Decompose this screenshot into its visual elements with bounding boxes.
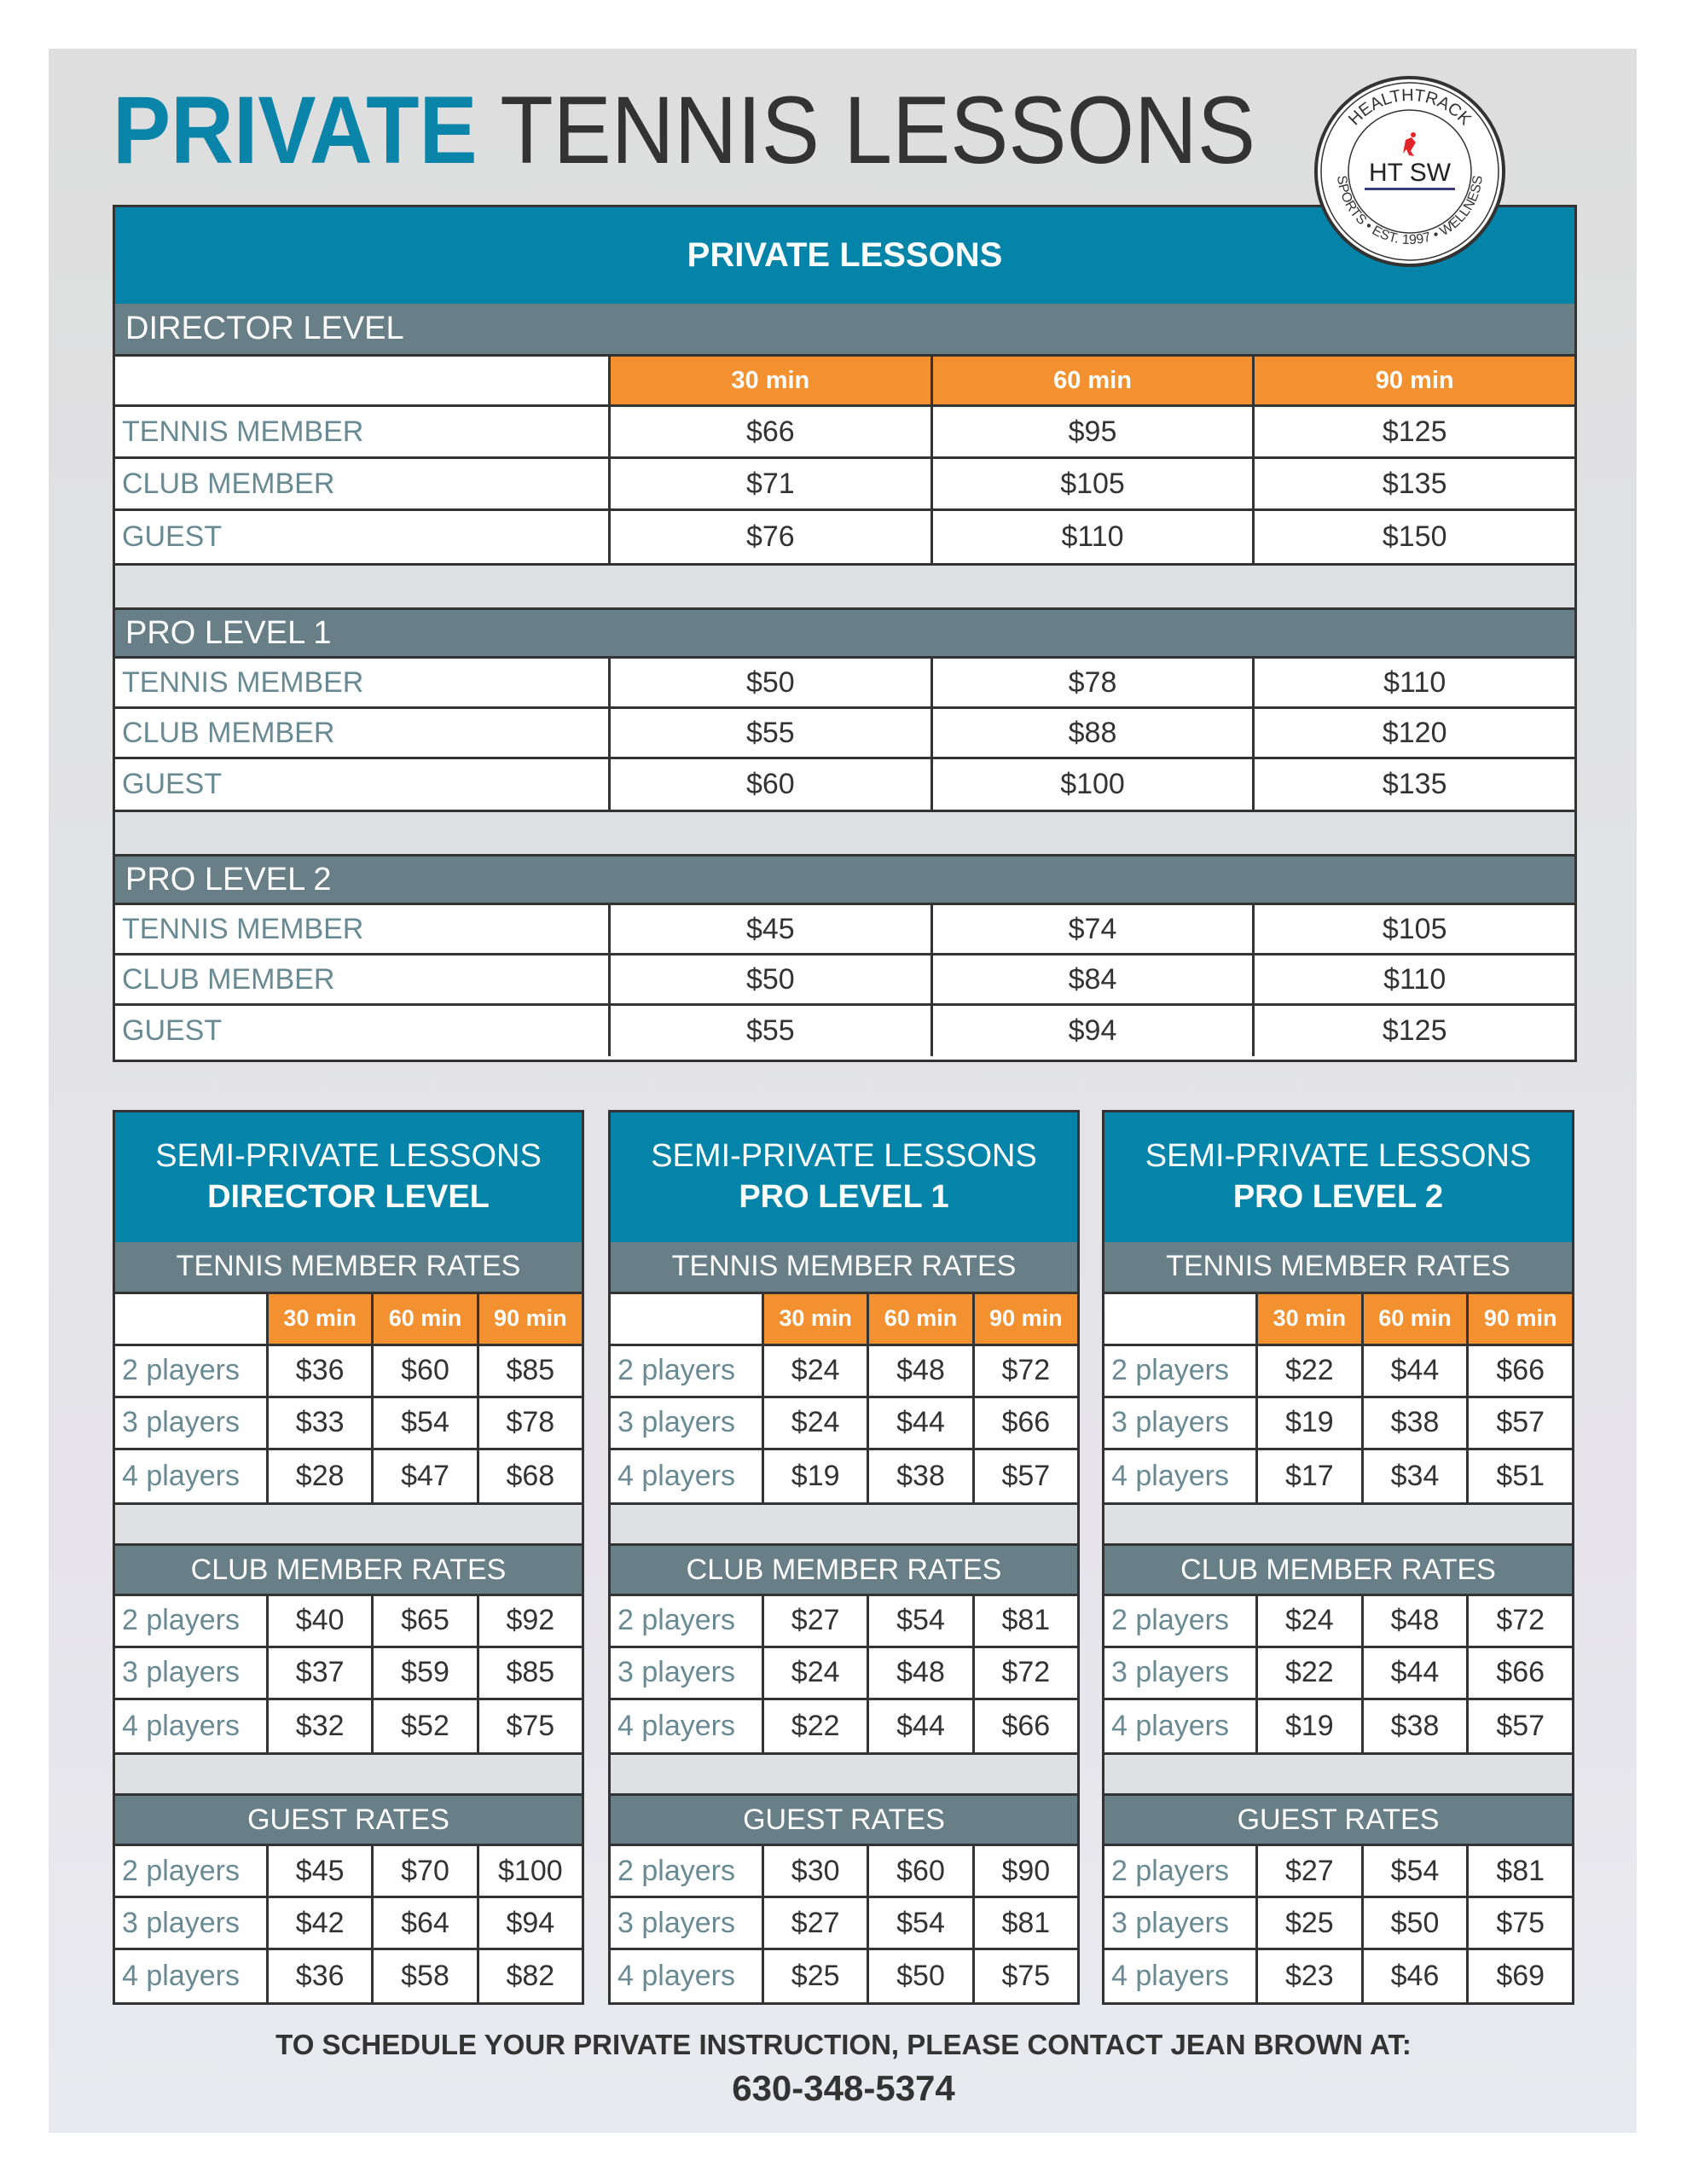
- price-cell: $125: [1252, 407, 1574, 456]
- semi-header-level: PRO LEVEL 1: [739, 1178, 949, 1215]
- row-label: 4 players: [1104, 1950, 1255, 2002]
- spacer: [611, 1502, 1077, 1544]
- row-label: 3 players: [611, 1648, 762, 1698]
- row-label: [1104, 1294, 1255, 1344]
- price-cell: $60: [371, 1346, 476, 1396]
- table-row: [115, 709, 1574, 759]
- price-cell: $57: [1466, 1398, 1572, 1448]
- row-label: 4 players: [115, 1950, 266, 2002]
- price-cell: $110: [1252, 659, 1574, 706]
- price-cell: $78: [477, 1398, 582, 1448]
- svg-text:SPORTS • EST. 1997 • WELLNESS: SPORTS • EST. 1997 • WELLNESS: [1334, 174, 1486, 248]
- spacer: [115, 563, 1574, 607]
- table-row: [115, 1950, 582, 2002]
- row-label: 3 players: [115, 1648, 266, 1698]
- price-cell: $19: [1255, 1700, 1361, 1752]
- price-cell: $24: [762, 1398, 867, 1448]
- row-label: 2 players: [1104, 1596, 1255, 1646]
- rates-bar: CLUB MEMBER RATES: [115, 1543, 582, 1596]
- price-cell: $72: [972, 1346, 1077, 1396]
- price-cell: $54: [867, 1596, 971, 1646]
- table-row: [115, 1846, 582, 1898]
- price-cell: $88: [930, 709, 1253, 757]
- semi-header-title: SEMI-PRIVATE LESSONS: [155, 1138, 542, 1175]
- rates-rows: [115, 1846, 582, 2002]
- rates-bar: GUEST RATES: [1104, 1793, 1572, 1846]
- table-row: [115, 407, 1574, 459]
- row-label: 4 players: [1104, 1450, 1255, 1502]
- price-cell: $36: [266, 1950, 371, 2002]
- price-cell: $25: [1255, 1898, 1361, 1948]
- rates-bar: CLUB MEMBER RATES: [611, 1543, 1077, 1596]
- table-row: [611, 1450, 1077, 1502]
- price-cell: $36: [266, 1346, 371, 1396]
- table-row: [1104, 1398, 1572, 1450]
- price-cell: $44: [867, 1700, 971, 1752]
- row-label: TENNIS MEMBER: [115, 659, 608, 706]
- table-row: [611, 1950, 1077, 2002]
- price-cell: $50: [608, 659, 930, 706]
- duration-header: 30 min: [1255, 1294, 1361, 1344]
- price-cell: $95: [930, 407, 1253, 456]
- row-label: 4 players: [115, 1700, 266, 1752]
- price-cell: $100: [930, 759, 1253, 810]
- price-cell: $66: [608, 407, 930, 456]
- price-cell: $27: [1255, 1846, 1361, 1896]
- price-cell: $57: [1466, 1700, 1572, 1752]
- row-label: 4 players: [1104, 1700, 1255, 1752]
- price-cell: $40: [266, 1596, 371, 1646]
- price-cell: $85: [477, 1648, 582, 1698]
- table-row: [611, 1648, 1077, 1700]
- healthtrack-logo: [1313, 75, 1506, 268]
- row-label: CLUB MEMBER: [115, 459, 608, 508]
- price-cell: $110: [930, 511, 1253, 563]
- price-cell: $135: [1252, 459, 1574, 508]
- rates-rows: [115, 1346, 582, 1502]
- price-cell: $90: [972, 1846, 1077, 1896]
- duration-header: 60 min: [930, 357, 1253, 404]
- spacer: [115, 1502, 582, 1544]
- rates-rows: [611, 1596, 1077, 1752]
- price-cell: $68: [477, 1450, 582, 1502]
- table-row: [115, 1898, 582, 1950]
- price-cell: $50: [867, 1950, 971, 2002]
- row-label: 4 players: [611, 1950, 762, 2002]
- title-rest: TENNIS LESSONS: [477, 77, 1255, 183]
- rates-bar: GUEST RATES: [115, 1793, 582, 1846]
- price-cell: $38: [867, 1450, 971, 1502]
- price-cell: $135: [1252, 759, 1574, 810]
- price-cell: $92: [477, 1596, 582, 1646]
- row-label: 3 players: [115, 1398, 266, 1448]
- table-row: [1104, 1346, 1572, 1398]
- spacer: [1104, 1752, 1572, 1794]
- level-bar: PRO LEVEL 1: [115, 607, 1574, 659]
- price-cell: $25: [762, 1950, 867, 2002]
- table-row: [611, 1346, 1077, 1398]
- row-label: 2 players: [611, 1846, 762, 1896]
- price-cell: $27: [762, 1898, 867, 1948]
- price-cell: $59: [371, 1648, 476, 1698]
- price-cell: $105: [930, 459, 1253, 508]
- level-bar: DIRECTOR LEVEL: [115, 304, 1574, 357]
- rates-rows: [115, 1596, 582, 1752]
- price-cell: $17: [1255, 1450, 1361, 1502]
- row-label: 3 players: [115, 1898, 266, 1948]
- price-cell: $48: [867, 1648, 971, 1698]
- table-row: [611, 1846, 1077, 1898]
- table-row: [115, 1450, 582, 1502]
- semi-header-title: SEMI-PRIVATE LESSONS: [1145, 1138, 1532, 1175]
- rates-rows: [1104, 1596, 1572, 1752]
- price-cell: $81: [972, 1898, 1077, 1948]
- price-cell: $22: [1255, 1346, 1361, 1396]
- price-cell: $110: [1252, 956, 1574, 1003]
- row-label: [115, 357, 608, 404]
- price-cell: $48: [867, 1346, 971, 1396]
- price-cell: $22: [762, 1700, 867, 1752]
- private-lessons-header: PRIVATE LESSONS: [115, 207, 1574, 304]
- price-cell: $64: [371, 1898, 476, 1948]
- price-cell: $44: [1361, 1346, 1467, 1396]
- price-cell: $60: [608, 759, 930, 810]
- rates-rows: [1104, 1846, 1572, 2002]
- row-label: 2 players: [115, 1596, 266, 1646]
- price-cell: $66: [972, 1700, 1077, 1752]
- row-label: 3 players: [611, 1898, 762, 1948]
- price-cell: $94: [930, 1006, 1253, 1056]
- semi-header: [115, 1112, 582, 1242]
- table-row: [115, 1700, 582, 1752]
- contact-text: TO SCHEDULE YOUR PRIVATE INSTRUCTION, PLEASE CONTACT JEAN BROWN AT:: [275, 2029, 1412, 2060]
- row-label: TENNIS MEMBER: [115, 407, 608, 456]
- price-cell: $51: [1466, 1450, 1572, 1502]
- row-label: 3 players: [1104, 1398, 1255, 1448]
- duration-header: 90 min: [972, 1294, 1077, 1344]
- table-row: [611, 1700, 1077, 1752]
- row-label: 2 players: [1104, 1346, 1255, 1396]
- price-cell: $42: [266, 1898, 371, 1948]
- spacer: [611, 1752, 1077, 1794]
- price-cell: $19: [762, 1450, 867, 1502]
- price-cell: $84: [930, 956, 1253, 1003]
- price-cell: $50: [1361, 1898, 1467, 1948]
- price-cell: $34: [1361, 1450, 1467, 1502]
- table-row: [115, 956, 1574, 1006]
- duration-header: 90 min: [477, 1294, 582, 1344]
- contact-phone: 630-348-5374: [732, 2068, 955, 2108]
- spacer: [1104, 1502, 1572, 1544]
- rates-rows: [611, 1346, 1077, 1502]
- level-rows: [115, 905, 1574, 1056]
- spacer: [115, 1752, 582, 1794]
- table-row: [611, 1294, 1077, 1346]
- price-cell: $45: [608, 905, 930, 953]
- spacer: [115, 810, 1574, 854]
- semi-header-level: DIRECTOR LEVEL: [207, 1178, 490, 1215]
- semi-header-level: PRO LEVEL 2: [1232, 1178, 1444, 1215]
- price-cell: $54: [371, 1398, 476, 1448]
- price-cell: $66: [1466, 1648, 1572, 1698]
- price-cell: $66: [972, 1398, 1077, 1448]
- price-cell: $78: [930, 659, 1253, 706]
- duration-header: 30 min: [762, 1294, 867, 1344]
- row-label: 3 players: [1104, 1648, 1255, 1698]
- price-cell: $120: [1252, 709, 1574, 757]
- row-label: GUEST: [115, 511, 608, 563]
- rates-bar: TENNIS MEMBER RATES: [1104, 1242, 1572, 1295]
- price-cell: $72: [972, 1648, 1077, 1698]
- table-row: [115, 905, 1574, 956]
- price-cell: $75: [1466, 1898, 1572, 1948]
- price-cell: $65: [371, 1596, 476, 1646]
- price-cell: $54: [1361, 1846, 1467, 1896]
- price-cell: $58: [371, 1950, 476, 2002]
- table-row: [1104, 1294, 1572, 1346]
- price-cell: $74: [930, 905, 1253, 953]
- rates-bar: GUEST RATES: [611, 1793, 1077, 1846]
- price-cell: $69: [1466, 1950, 1572, 2002]
- price-cell: $28: [266, 1450, 371, 1502]
- row-label: 4 players: [611, 1700, 762, 1752]
- duration-header: 60 min: [867, 1294, 971, 1344]
- level-rows: [115, 407, 1574, 563]
- level-bar: PRO LEVEL 2: [115, 854, 1574, 905]
- price-cell: $52: [371, 1700, 476, 1752]
- price-cell: $27: [762, 1596, 867, 1646]
- semi-header: [1104, 1112, 1572, 1242]
- svg-text:HT SW: HT SW: [1368, 159, 1452, 187]
- price-cell: $48: [1361, 1596, 1467, 1646]
- row-label: 3 players: [611, 1398, 762, 1448]
- table-row: [115, 1398, 582, 1450]
- row-label: 2 players: [115, 1846, 266, 1896]
- price-cell: $66: [1466, 1346, 1572, 1396]
- table-row: [1104, 1596, 1572, 1648]
- price-cell: $150: [1252, 511, 1574, 563]
- row-label: CLUB MEMBER: [115, 956, 608, 1003]
- semi-private-pro2-table: [1102, 1110, 1574, 2005]
- price-cell: $71: [608, 459, 930, 508]
- row-label: 2 players: [611, 1346, 762, 1396]
- price-cell: $125: [1252, 1006, 1574, 1056]
- duration-header: 60 min: [371, 1294, 476, 1344]
- level-rows: [115, 659, 1574, 810]
- table-row: [1104, 1450, 1572, 1502]
- duration-header: 30 min: [608, 357, 930, 404]
- table-row: [115, 459, 1574, 511]
- table-row: [1104, 1898, 1572, 1950]
- price-cell: $38: [1361, 1398, 1467, 1448]
- price-cell: $75: [972, 1950, 1077, 2002]
- semi-header: [611, 1112, 1077, 1242]
- price-cell: $85: [477, 1346, 582, 1396]
- row-label: GUEST: [115, 759, 608, 810]
- row-label: TENNIS MEMBER: [115, 905, 608, 953]
- rates-bar: CLUB MEMBER RATES: [1104, 1543, 1572, 1596]
- price-cell: $33: [266, 1398, 371, 1448]
- price-cell: $24: [1255, 1596, 1361, 1646]
- price-cell: $32: [266, 1700, 371, 1752]
- rates-bar: TENNIS MEMBER RATES: [115, 1242, 582, 1295]
- price-cell: $47: [371, 1450, 476, 1502]
- price-cell: $19: [1255, 1398, 1361, 1448]
- row-label: 3 players: [1104, 1898, 1255, 1948]
- semi-header-title: SEMI-PRIVATE LESSONS: [651, 1138, 1037, 1175]
- duration-header: 60 min: [1361, 1294, 1467, 1344]
- table-row: [115, 1294, 582, 1346]
- price-cell: $37: [266, 1648, 371, 1698]
- row-label: CLUB MEMBER: [115, 709, 608, 757]
- price-cell: $22: [1255, 1648, 1361, 1698]
- table-row: [115, 511, 1574, 563]
- table-row: [115, 1648, 582, 1700]
- price-cell: $55: [608, 1006, 930, 1056]
- price-cell: $24: [762, 1346, 867, 1396]
- price-cell: $70: [371, 1846, 476, 1896]
- footer: [0, 2029, 1687, 2109]
- table-row: [115, 659, 1574, 709]
- table-row: [1104, 1700, 1572, 1752]
- row-label: GUEST: [115, 1006, 608, 1056]
- price-cell: $94: [477, 1898, 582, 1948]
- duration-header: 90 min: [1466, 1294, 1572, 1344]
- private-lessons-table: [113, 205, 1577, 1062]
- duration-header: 90 min: [1252, 357, 1574, 404]
- row-label: [611, 1294, 762, 1344]
- title-bold: PRIVATE: [113, 77, 478, 183]
- price-cell: $24: [762, 1648, 867, 1698]
- row-label: 4 players: [611, 1450, 762, 1502]
- svg-text:HEALTHTRACK: HEALTHTRACK: [1344, 85, 1475, 130]
- page-title: [113, 75, 1255, 185]
- price-cell: $54: [867, 1898, 971, 1948]
- price-cell: $44: [1361, 1648, 1467, 1698]
- price-cell: $75: [477, 1700, 582, 1752]
- price-cell: $82: [477, 1950, 582, 2002]
- price-cell: $50: [608, 956, 930, 1003]
- semi-private-pro1-table: [608, 1110, 1080, 2005]
- table-row: [611, 1898, 1077, 1950]
- price-cell: $38: [1361, 1700, 1467, 1752]
- price-cell: $60: [867, 1846, 971, 1896]
- price-cell: $100: [477, 1846, 582, 1896]
- price-cell: $81: [972, 1596, 1077, 1646]
- row-label: 2 players: [1104, 1846, 1255, 1896]
- row-label: 2 players: [115, 1346, 266, 1396]
- table-row: [611, 1398, 1077, 1450]
- row-label: [115, 1294, 266, 1344]
- table-row: [115, 1006, 1574, 1056]
- price-cell: $72: [1466, 1596, 1572, 1646]
- row-label: 2 players: [611, 1596, 762, 1646]
- price-cell: $105: [1252, 905, 1574, 953]
- row-label: 4 players: [115, 1450, 266, 1502]
- rates-rows: [611, 1846, 1077, 2002]
- price-cell: $81: [1466, 1846, 1572, 1896]
- price-cell: $57: [972, 1450, 1077, 1502]
- table-row: [115, 1346, 582, 1398]
- table-row: [115, 357, 1574, 407]
- rates-rows: [1104, 1346, 1572, 1502]
- semi-private-director-table: [113, 1110, 584, 2005]
- price-cell: $45: [266, 1846, 371, 1896]
- table-row: [1104, 1648, 1572, 1700]
- price-cell: $55: [608, 709, 930, 757]
- price-cell: $30: [762, 1846, 867, 1896]
- price-cell: $76: [608, 511, 930, 563]
- table-row: [611, 1596, 1077, 1648]
- duration-header: 30 min: [266, 1294, 371, 1344]
- price-cell: $44: [867, 1398, 971, 1448]
- rates-bar: TENNIS MEMBER RATES: [611, 1242, 1077, 1295]
- price-cell: $23: [1255, 1950, 1361, 2002]
- table-row: [115, 1596, 582, 1648]
- table-row: [1104, 1846, 1572, 1898]
- price-cell: $46: [1361, 1950, 1467, 2002]
- table-row: [1104, 1950, 1572, 2002]
- table-row: [115, 759, 1574, 810]
